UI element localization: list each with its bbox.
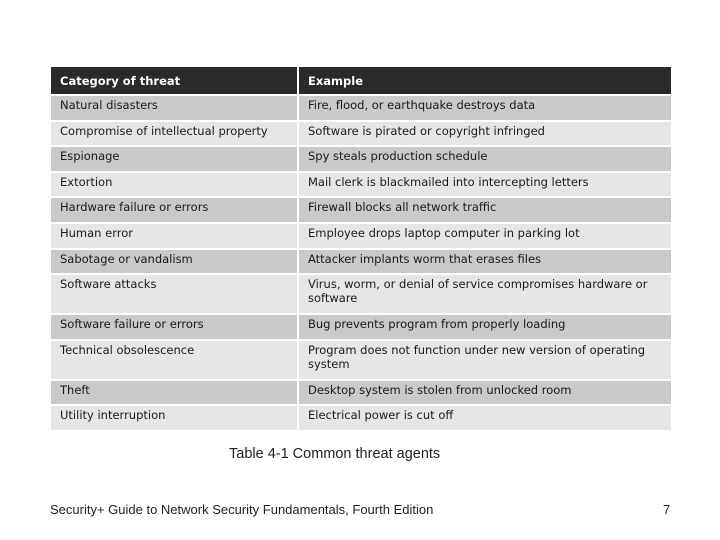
table-row (51, 275, 671, 315)
example-cell: Bug prevents program from properly loading (297, 315, 671, 341)
category-cell: Hardware failure or errors (51, 198, 297, 224)
category-cell: Human error (51, 224, 297, 250)
table-header-row (51, 67, 671, 96)
table-row (51, 173, 671, 199)
category-cell: Espionage (51, 147, 297, 173)
column-header-example: Example (297, 67, 671, 96)
column-header-category: Category of threat (51, 67, 297, 96)
table-row (51, 250, 671, 276)
example-cell: Virus, worm, or denial of service compromises hardware or software (297, 275, 671, 315)
example-cell: Software is pirated or copyright infringed (297, 122, 671, 148)
footer-book-title: Security+ Guide to Network Security Fundamentals, Fourth Edition (50, 502, 434, 517)
table-row (51, 224, 671, 250)
example-cell: Spy steals production schedule (297, 147, 671, 173)
table-row (51, 198, 671, 224)
table-row (51, 381, 671, 407)
category-cell: Sabotage or vandalism (51, 250, 297, 276)
table-row (51, 96, 671, 122)
category-cell: Natural disasters (51, 96, 297, 122)
page-number: 7 (663, 502, 671, 517)
table-row (51, 315, 671, 341)
table-row (51, 122, 671, 148)
example-cell: Desktop system is stolen from unlocked room (297, 381, 671, 407)
example-cell: Electrical power is cut off (297, 406, 671, 432)
example-cell: Mail clerk is blackmailed into intercepting letters (297, 173, 671, 199)
threat-agents-table (51, 67, 671, 432)
category-cell: Software failure or errors (51, 315, 297, 341)
table-row (51, 341, 671, 381)
example-cell: Attacker implants worm that erases files (297, 250, 671, 276)
table-caption: Table 4-1 Common threat agents (229, 446, 441, 462)
category-cell: Technical obsolescence (51, 341, 297, 381)
category-cell: Utility interruption (51, 406, 297, 432)
table-row (51, 406, 671, 432)
example-cell: Fire, flood, or earthquake destroys data (297, 96, 671, 122)
category-cell: Extortion (51, 173, 297, 199)
example-cell: Firewall blocks all network traffic (297, 198, 671, 224)
category-cell: Theft (51, 381, 297, 407)
category-cell: Software attacks (51, 275, 297, 315)
example-cell: Program does not function under new version of operating system (297, 341, 671, 381)
example-cell: Employee drops laptop computer in parking lot (297, 224, 671, 250)
category-cell: Compromise of intellectual property (51, 122, 297, 148)
table-row (51, 147, 671, 173)
